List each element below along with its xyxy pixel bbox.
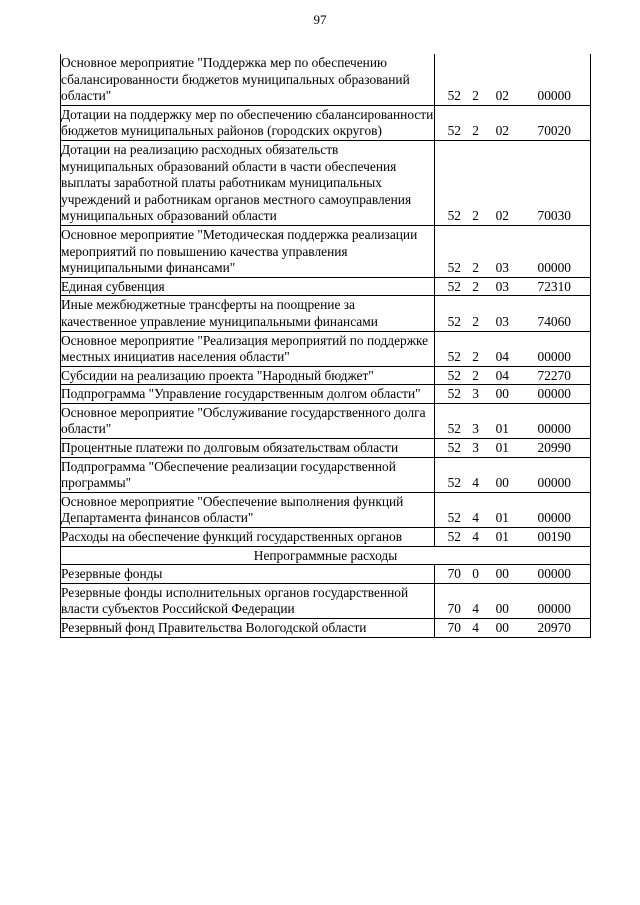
page-number: 97: [313, 12, 327, 27]
subprogram-code: 3: [472, 440, 479, 456]
activity-code: 03: [495, 278, 509, 294]
program-code: 52: [447, 367, 461, 383]
budget-table-body: [61, 54, 591, 546]
subprogram-code: 2: [472, 123, 479, 139]
activity-code: 00: [495, 386, 509, 402]
table-row: [61, 403, 591, 438]
subprogram-code: 4: [472, 601, 479, 617]
direction-code: 72310: [537, 278, 571, 294]
table-row: [61, 583, 591, 618]
activity-code: 00: [495, 475, 509, 491]
table-row: [61, 565, 591, 584]
row-name: Субсидии на реализацию проекта "Народный бюджет": [61, 366, 435, 385]
subprogram-code: 2: [472, 313, 479, 329]
table-row: [61, 54, 591, 105]
direction-code: 00190: [537, 529, 571, 545]
subprogram-code: 3: [472, 386, 479, 402]
row-codes: [435, 277, 591, 296]
program-code: 52: [447, 278, 461, 294]
row-name: Резервные фонды: [61, 565, 435, 584]
subprogram-code: 4: [472, 475, 479, 491]
subprogram-code: 2: [472, 208, 479, 224]
activity-code: 04: [495, 349, 509, 365]
subprogram-code: 0: [472, 566, 479, 582]
subprogram-code: 4: [472, 529, 479, 545]
activity-code: 02: [495, 208, 509, 224]
row-codes: [435, 366, 591, 385]
activity-code: 02: [495, 123, 509, 139]
table-row: [61, 331, 591, 366]
row-codes: [435, 225, 591, 277]
row-name: Дотации на реализацию расходных обязательств муниципальных образований области в части обеспечения выплаты заработной платы работникам муниципальных учреждений и работникам органов местного самоуправления муниципальных образований области: [61, 140, 435, 225]
activity-code: 03: [495, 260, 509, 276]
table-row: [61, 619, 591, 638]
subprogram-code: 2: [472, 349, 479, 365]
activity-code: 01: [495, 529, 509, 545]
direction-code: 00000: [537, 88, 571, 104]
row-codes: [435, 492, 591, 527]
activity-code: 02: [495, 88, 509, 104]
table-row: [61, 225, 591, 277]
table-row: [61, 385, 591, 404]
section-title: Непрограммные расходы: [61, 546, 591, 565]
activity-code: 04: [495, 367, 509, 383]
direction-code: 20990: [537, 440, 571, 456]
row-codes: [435, 331, 591, 366]
budget-table: [60, 54, 591, 638]
activity-code: 00: [495, 566, 509, 582]
row-name: Резервный фонд Правительства Вологодской области: [61, 619, 435, 638]
table-row: [61, 277, 591, 296]
row-codes: [435, 54, 591, 105]
direction-code: 70020: [537, 123, 571, 139]
table-row: [61, 528, 591, 547]
table-row: [61, 492, 591, 527]
activity-code: 01: [495, 440, 509, 456]
program-code: 52: [447, 349, 461, 365]
section-row: [61, 546, 591, 565]
direction-code: 70030: [537, 208, 571, 224]
program-code: 52: [447, 313, 461, 329]
program-code: 70: [447, 601, 461, 617]
subprogram-code: 2: [472, 278, 479, 294]
direction-code: 00000: [537, 510, 571, 526]
row-codes: [435, 565, 591, 584]
program-code: 52: [447, 260, 461, 276]
subprogram-code: 2: [472, 260, 479, 276]
direction-code: 74060: [537, 313, 571, 329]
row-name: Подпрограмма "Управление государственным долгом области": [61, 385, 435, 404]
table-row: [61, 439, 591, 458]
row-name: Основное мероприятие "Поддержка мер по обеспечению сбалансированности бюджетов муниципальных образований области": [61, 54, 435, 105]
row-codes: [435, 583, 591, 618]
direction-code: 72270: [537, 367, 571, 383]
direction-code: 00000: [537, 349, 571, 365]
row-name: Дотации на поддержку мер по обеспечению сбалансированности бюджетов муниципальных районов (городских округов): [61, 105, 435, 140]
row-name: Подпрограмма "Обеспечение реализации государственной программы": [61, 457, 435, 492]
row-name: Основное мероприятие "Методическая поддержка реализации мероприятий по повышению качества управления муниципальными финансами": [61, 225, 435, 277]
budget-table-body-nonprogram: [61, 565, 591, 637]
program-code: 52: [447, 475, 461, 491]
program-code: 52: [447, 440, 461, 456]
row-codes: [435, 528, 591, 547]
row-codes: [435, 385, 591, 404]
row-name: Резервные фонды исполнительных органов государственной власти субъектов Российской Федерации: [61, 583, 435, 618]
subprogram-code: 2: [472, 88, 479, 104]
row-codes: [435, 296, 591, 331]
row-codes: [435, 457, 591, 492]
row-name: Расходы на обеспечение функций государственных органов: [61, 528, 435, 547]
table-row: [61, 140, 591, 225]
activity-code: 01: [495, 510, 509, 526]
direction-code: 00000: [537, 421, 571, 437]
program-code: 52: [447, 386, 461, 402]
row-codes: [435, 140, 591, 225]
subprogram-code: 4: [472, 620, 479, 635]
subprogram-code: 3: [472, 421, 479, 437]
row-codes: [435, 439, 591, 458]
direction-code: 00000: [537, 260, 571, 276]
direction-code: 20970: [537, 620, 571, 635]
table-row: [61, 457, 591, 492]
direction-code: 00000: [537, 386, 571, 402]
row-codes: [435, 105, 591, 140]
row-name: Основное мероприятие "Реализация мероприятий по поддержке местных инициатив населения области": [61, 331, 435, 366]
direction-code: 00000: [537, 566, 571, 582]
program-code: 52: [447, 529, 461, 545]
program-code: 70: [447, 620, 461, 635]
activity-code: 00: [495, 601, 509, 617]
table-row: [61, 296, 591, 331]
activity-code: 01: [495, 421, 509, 437]
row-name: Основное мероприятие "Обслуживание государственного долга области": [61, 403, 435, 438]
subprogram-code: 4: [472, 510, 479, 526]
activity-code: 03: [495, 313, 509, 329]
row-name: Основное мероприятие "Обеспечение выполнения функций Департамента финансов области": [61, 492, 435, 527]
row-name: Иные межбюджетные трансферты на поощрение за качественное управление муниципальными финансами: [61, 296, 435, 331]
direction-code: 00000: [537, 601, 571, 617]
direction-code: 00000: [537, 475, 571, 491]
row-codes: [435, 403, 591, 438]
table-row: [61, 366, 591, 385]
row-codes: [435, 619, 591, 638]
program-code: 52: [447, 88, 461, 104]
table-row: [61, 105, 591, 140]
row-name: Единая субвенция: [61, 277, 435, 296]
activity-code: 00: [495, 620, 509, 635]
program-code: 52: [447, 208, 461, 224]
program-code: 52: [447, 123, 461, 139]
program-code: 70: [447, 566, 461, 582]
row-name: Процентные платежи по долговым обязательствам области: [61, 439, 435, 458]
program-code: 52: [447, 510, 461, 526]
subprogram-code: 2: [472, 367, 479, 383]
program-code: 52: [447, 421, 461, 437]
